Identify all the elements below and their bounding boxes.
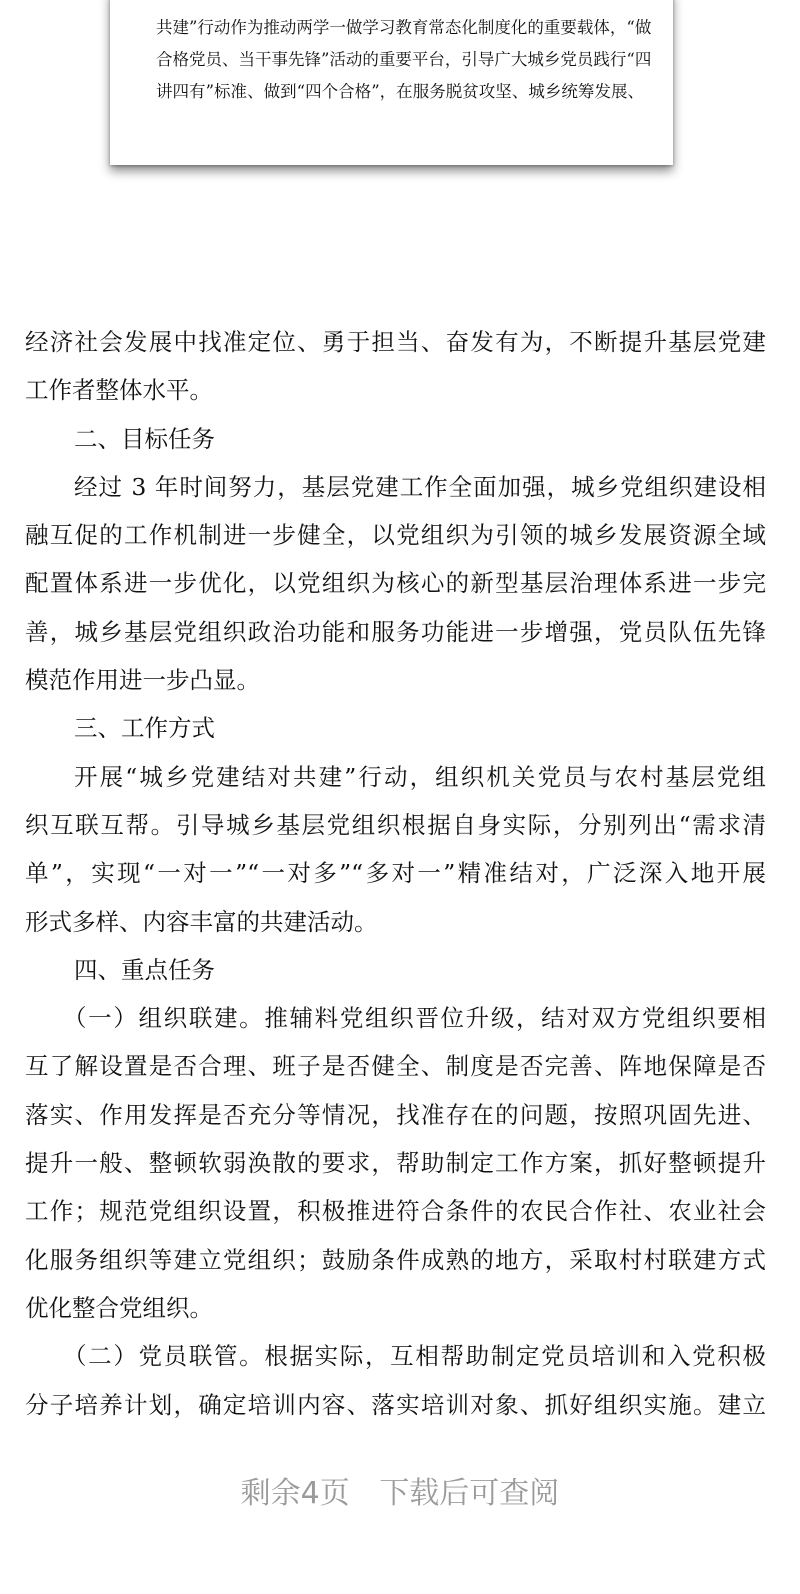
text-line: （二）党员联管。根据实际，互相帮助制定党员培训和入党积极 — [63, 1342, 766, 1371]
section-heading: 二、目标任务 — [74, 424, 215, 453]
text-line: 工作；规范党组织设置，积极推进符合条件的农民合作社、农业社会 — [25, 1197, 766, 1226]
text-line: 优化整合党组织。 — [25, 1293, 213, 1322]
text-line: 提升一般、整顿软弱涣散的要求，帮助制定工作方案，抓好整顿提升 — [25, 1149, 766, 1178]
text-line: 织互联互帮。引导城乡基层党组织根据自身实际，分别列出“需求清 — [25, 810, 766, 839]
text-line: 互了解设置是否合理、班子是否健全、制度是否完善、阵地保障是否 — [25, 1052, 766, 1081]
text-line: 开展“城乡党建结对共建”行动，组织机关党员与农村基层党组 — [74, 762, 766, 791]
download-to-view-label[interactable]: 下载后可查阅 — [379, 1476, 560, 1511]
text-line: 融互促的工作机制进一步健全，以党组织为引领的城乡发展资源全域 — [25, 521, 766, 550]
download-prompt[interactable] — [0, 1468, 800, 1512]
text-line: 落实、作用发挥是否充分等情况，找准存在的问题，按照巩固先进、 — [25, 1100, 766, 1129]
card-text-line: 讲四有”标准、做到“四个合格”，在服务脱贫攻坚、城乡统筹发展、 — [156, 82, 644, 101]
text-line: （一）组织联建。推辅料党组织晋位升级，结对双方党组织要相 — [63, 1004, 766, 1033]
card-text-line: 合格党员、当干事先锋”活动的重要平台，引导广大城乡党员践行“四 — [156, 50, 652, 69]
preview-page-card — [110, 0, 673, 165]
text-line: 善，城乡基层党组织政治功能和服务功能进一步增强，党员队伍先锋 — [25, 617, 766, 646]
section-heading: 四、重点任务 — [74, 955, 215, 984]
card-text-line: 共建”行动作为推动两学一做学习教育常态化制度化的重要载体，“做 — [156, 18, 652, 37]
text-line: 经过 3 年时间努力，基层党建工作全面加强，城乡党组织建设相 — [74, 472, 766, 501]
text-line: 模范作用进一步凸显。 — [25, 666, 260, 695]
text-line: 化服务组织等建立党组织；鼓励条件成熟的地方，采取村村联建方式 — [25, 1245, 766, 1274]
remaining-pages-label: 剩余4页 — [240, 1476, 350, 1511]
text-line: 经济社会发展中找准定位、勇于担当、奋发有为，不断提升基层党建 — [25, 328, 766, 356]
text-line: 单”，实现“一对一”“一对多”“多对一”精准结对，广泛深入地开展 — [25, 859, 766, 888]
text-line: 工作者整体水平。 — [25, 376, 213, 405]
text-line: 形式多样、内容丰富的共建活动。 — [25, 907, 378, 936]
text-line: 配置体系进一步优化，以党组织为核心的新型基层治理体系进一步完 — [25, 569, 766, 598]
text-line: 分子培养计划，确定培训内容、落实培训对象、抓好组织实施。建立 — [25, 1390, 766, 1419]
section-heading: 三、工作方式 — [74, 714, 215, 743]
document-body — [25, 318, 766, 1429]
